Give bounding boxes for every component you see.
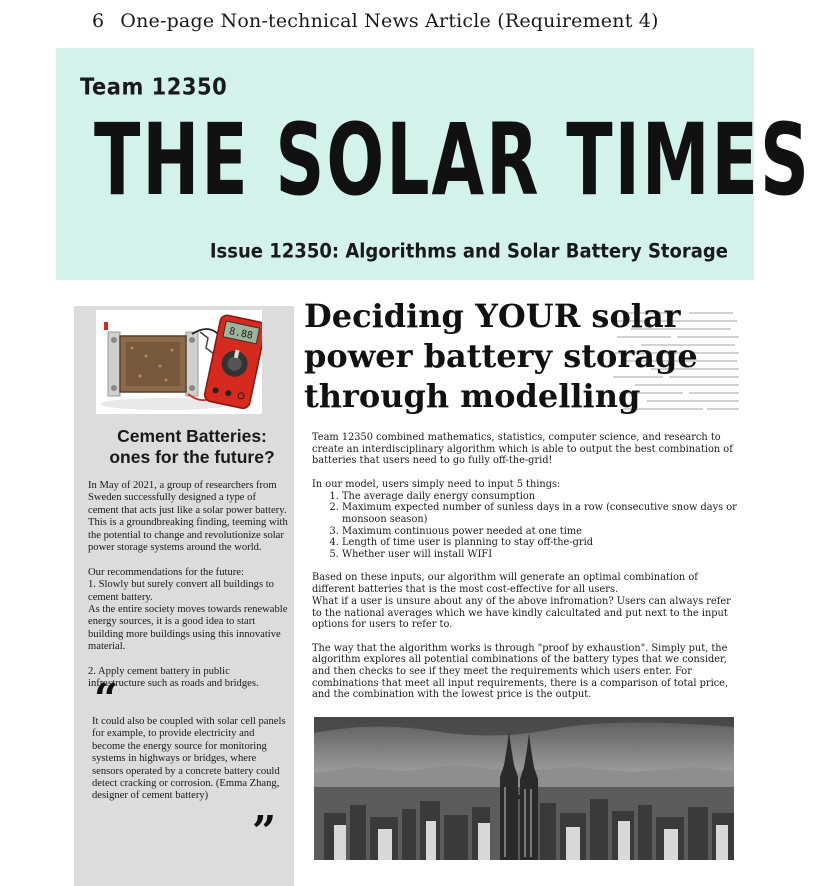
headline-line-1: Deciding YOUR solar <box>304 297 681 335</box>
input-item: 1. The average daily energy consumption <box>342 491 740 503</box>
sidebar-body <box>88 480 288 691</box>
sidebar-paragraph: In May of 2021, a group of researchers from Sweden successfully designed a type of cement that acts just like a solar power battery. This is a groundbreaking finding, teeming with the potential to change and revolutionize solar power storage systems around the world. <box>88 480 288 554</box>
sidebar-heading-line-1: Cement Batteries: <box>117 426 267 446</box>
input-item: 2. Maximum expected number of sunless days in a row (consecutive snow days or monsoon season) <box>342 502 740 525</box>
article-body <box>312 432 740 713</box>
article-headline <box>304 296 724 416</box>
sidebar <box>74 306 294 886</box>
input-item: 5. Whether user will install WIFI <box>342 549 740 561</box>
section-heading <box>92 10 659 32</box>
sidebar-heading <box>92 426 292 468</box>
headline-line-3: through modelling <box>304 377 641 415</box>
close-quote-mark: ” <box>252 807 277 856</box>
masthead <box>56 48 811 280</box>
inputs-intro: In our model, users simply need to input 5 things: <box>312 478 561 490</box>
method-paragraph: The way that the algorithm works is through "proof by exhaustion". Simply put, the algorithm explores all potential combinations of the battery types that we consider, and then checks to see if they meet the requirements which users enter. For combinations that meet all input requirements, there is a comparison of total price, and the combination with the lowest price is the output. <box>312 642 729 701</box>
multimeter-reading: 8.88 <box>228 326 254 342</box>
inputs-list <box>312 491 740 561</box>
recommendation-1-detail: As the entire society moves towards renewable energy sources, it is a good idea to start building more buildings using this innovative material. <box>88 604 288 653</box>
sidebar-heading-line-2: ones for the future? <box>109 447 275 467</box>
input-item: 3. Maximum continuous power needed at one time <box>342 526 740 538</box>
city-skyline-photo <box>314 717 734 860</box>
newspaper-page <box>56 48 811 886</box>
section-title: One-page Non-technical News Article (Requirement 4) <box>120 10 659 32</box>
recommendation-1: 1. Slowly but surely convert all buildings to cement battery. <box>88 579 274 603</box>
sidebar-quote: It could also be coupled with solar cell panels for example, to provide electricity and become the energy source for monitoring systems in highways or bridges, where sensors operated by a concrete battery could detect cracking or corrosion. (Emma Zhang, designer of cement battery) <box>92 716 286 802</box>
article-intro: Team 12350 combined mathematics, statistics, computer science, and research to create an interdisciplinary algorithm which is able to output the best combination of batteries that users need to go fully off-the-grid! <box>312 432 733 467</box>
input-item: 4. Length of time user is planning to stay off-the-grid <box>342 537 740 549</box>
unsure-paragraph: What if a user is unsure about any of the above infromation? Users can always refer to the national averages which we have kindly calcultated and put next to the input options for users to refer to. <box>312 595 731 631</box>
open-quote-mark: “ <box>94 674 119 723</box>
recommendations-intro: Our recommendations for the future: <box>88 566 244 578</box>
cement-battery-photo <box>96 310 262 414</box>
issue-line: Issue 12350: Algorithms and Solar Battery Storage <box>209 240 728 264</box>
output-paragraph: Based on these inputs, our algorithm will generate an optimal combination of different batteries that is the most cost-effective for all users. <box>312 572 698 596</box>
recommendation-2: 2. Apply cement battery in public infrastructure such as roads and bridges. <box>88 666 259 690</box>
headline-line-2: power battery storage <box>304 337 698 375</box>
newspaper-title: THE SOLAR TIMES <box>94 104 811 219</box>
team-label: Team 12350 <box>80 73 228 100</box>
section-number: 6 <box>92 10 105 32</box>
